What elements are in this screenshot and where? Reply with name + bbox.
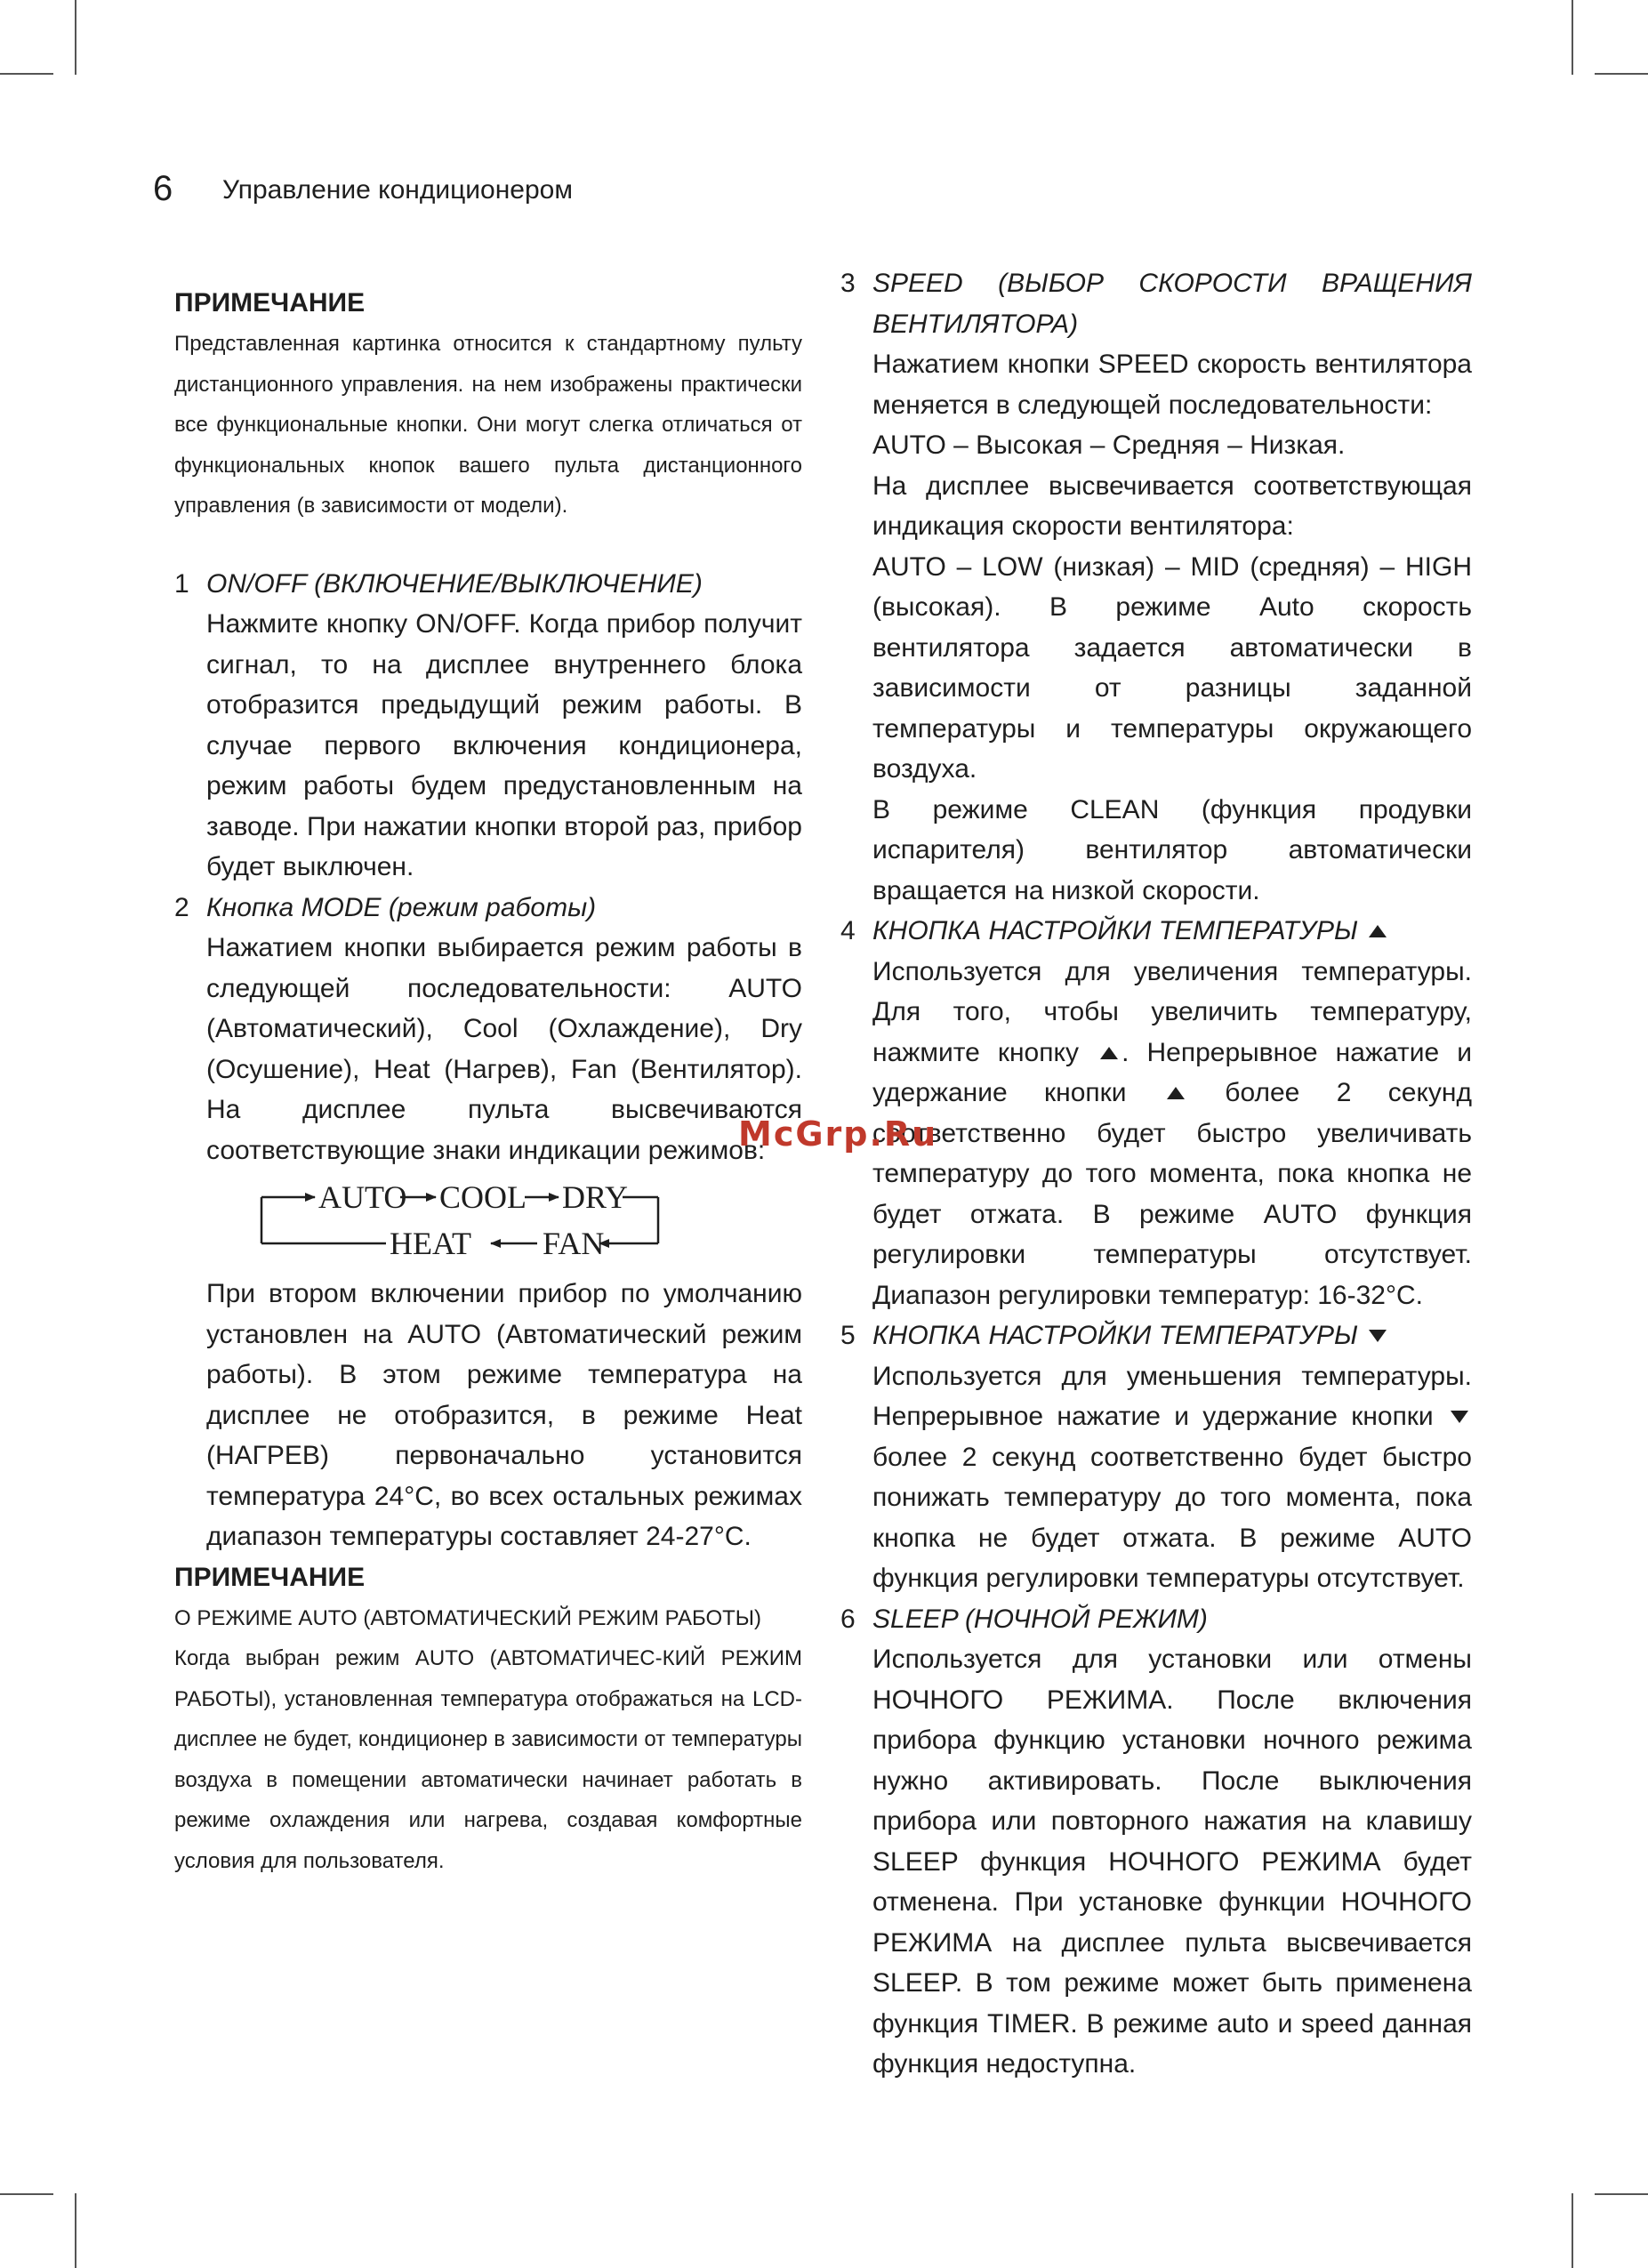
triangle-up-icon (1100, 1047, 1118, 1059)
item-body: AUTO – Высокая – Средняя – Низкая. (872, 430, 1346, 460)
note-title: ПРИМЕЧАНИЕ (174, 1562, 366, 1592)
item-body: При втором включении прибор по умолчанию установлен на AUTO (Автоматический режим работы). В этом режиме температура на дисплее не отобразится, в режиме Heat (НАГРЕВ) первоначально установится температура 24°C, во всех остальных режимах диапазон температуры составляет 24-27°C. (206, 1279, 802, 1551)
note-block (174, 1557, 802, 1882)
item-body-text: более 2 секунд соответственно будет быстро понижать температуру до того момента, пока кнопка не будет отжата. В режиме AUTO функция регулировки температуры отсутствует. (872, 1442, 1472, 1593)
item-title (872, 911, 1472, 952)
item-body: На дисплее высвечивается соответствующая индикация скорости вентилятора: (872, 470, 1472, 541)
mode-auto: AUTO (318, 1179, 407, 1215)
note-subtitle: О РЕЖИМЕ AUTO (АВТОМАТИЧЕСКИЙ РЕЖИМ РАБОТЫ) (174, 1605, 762, 1630)
triangle-up-icon (1167, 1087, 1185, 1099)
triangle-down-icon (1451, 1411, 1468, 1423)
item-body-text: более 2 секунд соответственно будет быстро увеличивать температуру до того момента, пока кнопка не будет отжата. В режиме AUTO функция регулировки температуры отсутствует. Диапазон регулировки температур: 16-32°C. (872, 1078, 1472, 1310)
mode-cycle-diagram (260, 1170, 669, 1261)
item-body (872, 952, 1472, 1316)
item-speed (840, 263, 1472, 911)
item-number: 1 (174, 568, 189, 599)
watermark: McGrp.Ru (738, 1114, 938, 1154)
mode-dry: DRY (562, 1179, 629, 1215)
item-on-off (174, 564, 802, 888)
item-number: 6 (840, 1604, 856, 1634)
item-body (872, 1356, 1472, 1599)
note-block (174, 283, 802, 527)
item-body: AUTO – LOW (низкая) – MID (средняя) – HIGH (высокая). В режиме Auto скорость вентилятора задается автоматически в зависимости от разницы заданной температуры и температуры окружающего воздуха. (872, 551, 1472, 784)
right-column (840, 263, 1472, 2085)
note-text: Когда выбран режим AUTO (АВТОМАТИЧЕС-КИЙ РЕЖИМ РАБОТЫ), установленная температура отображаться на LCD-дисплее не будет, кондиционер в зависимости от температуры воздуха в помещении автоматически начинает работать в режиме охлаждения или нагрева, создавая комфортные условия для пользователя. (174, 1646, 802, 1873)
item-body: Нажатием кнопки выбирается режим работы в следующей последовательности: AUTO (Автоматический), Cool (Охлаждение), Dry (Осушение), Heat (Нагрев), Fan (Вентилятор). На дисплее пульта высвечиваются соответствующие знаки индикации режимов: (206, 933, 802, 1165)
crop-mark (75, 0, 76, 75)
item-number: 3 (840, 269, 856, 298)
crop-mark (1595, 73, 1648, 75)
left-column (174, 283, 802, 1881)
crop-mark (0, 73, 53, 75)
mode-fan: FAN (543, 1226, 605, 1261)
item-mode (174, 888, 802, 1557)
crop-mark (1572, 0, 1573, 75)
crop-mark (1572, 2193, 1573, 2268)
item-body: В режиме CLEAN (функция продувки испарителя) вентилятор автоматически вращается на низкой скорости. (872, 794, 1472, 905)
item-number: 2 (174, 892, 189, 922)
item-title: SLEEP (НОЧНОЙ РЕЖИМ) (872, 1604, 1208, 1634)
crop-mark (75, 2193, 76, 2268)
item-sleep (840, 1599, 1472, 2085)
item-body: Используется для установки или отмены НОЧНОГО РЕЖИМА. После включения прибора функцию установки ночного режима нужно активировать. После выключения прибора или повторного нажатия на клавишу SLEEP функция НОЧНОГО РЕЖИМА будет отменена. При установке функции НОЧНОГО РЕЖИМА на дисплее пульта высвечивается SLEEP. В том режиме может быть применена функция TIMER. В режиме auto и speed данная функция недоступна. (872, 1645, 1472, 2079)
item-body: Нажмите кнопку ON/OFF. Когда прибор получит сигнал, то на дисплее внутреннего блока отобразится предыдущий режим работы. В случае первого включения кондиционера, режим работы будем предустановленным на заводе. При нажатии кнопки второй раз, прибор будет выключен. (206, 609, 802, 881)
mode-cool: COOL (439, 1179, 527, 1215)
item-number: 4 (840, 916, 856, 945)
item-temp-down (840, 1315, 1472, 1599)
item-title-text: КНОПКА НАСТРОЙКИ ТЕМПЕРАТУРЫ (872, 916, 1358, 945)
item-title-text: КНОПКА НАСТРОЙКИ ТЕМПЕРАТУРЫ (872, 1321, 1358, 1350)
item-title (872, 1315, 1472, 1356)
running-head: Управление кондиционером (222, 175, 573, 205)
item-number: 5 (840, 1321, 856, 1350)
item-title: SPEED (ВЫБОР СКОРОСТИ ВРАЩЕНИЯ ВЕНТИЛЯТОРА) (872, 269, 1472, 339)
item-body-text: Используется для увеличения температуры. Для того, чтобы увеличить температуру, нажмите кнопку (872, 956, 1472, 1067)
note-title: ПРИМЕЧАНИЕ (174, 288, 366, 318)
triangle-up-icon (1369, 925, 1387, 937)
item-title: ON/OFF (ВКЛЮЧЕНИЕ/ВЫКЛЮЧЕНИЕ) (206, 568, 703, 599)
page-number: 6 (153, 169, 173, 208)
item-title: Кнопка MODE (режим работы) (206, 892, 597, 922)
item-body: Нажатием кнопки SPEED скорость вентилятора меняется в следующей последовательности: (872, 350, 1472, 420)
triangle-down-icon (1369, 1330, 1387, 1342)
item-body-text: Используется для уменьшения температуры. Непрерывное нажатие и удержание кнопки (872, 1361, 1472, 1431)
crop-mark (0, 2193, 53, 2195)
note-text: Представленная картинка относится к стандартному пульту дистанционного управления. на нем изображены практически все функциональные кнопки. Они могут слегка отличаться от функциональных кнопок вашего пульта дистанционного управления (в зависимости от модели). (174, 332, 802, 518)
crop-mark (1595, 2193, 1648, 2195)
item-body-text: . Непрерывное нажатие и удержание кнопки (872, 1037, 1473, 1107)
mode-heat: HEAT (390, 1226, 471, 1261)
